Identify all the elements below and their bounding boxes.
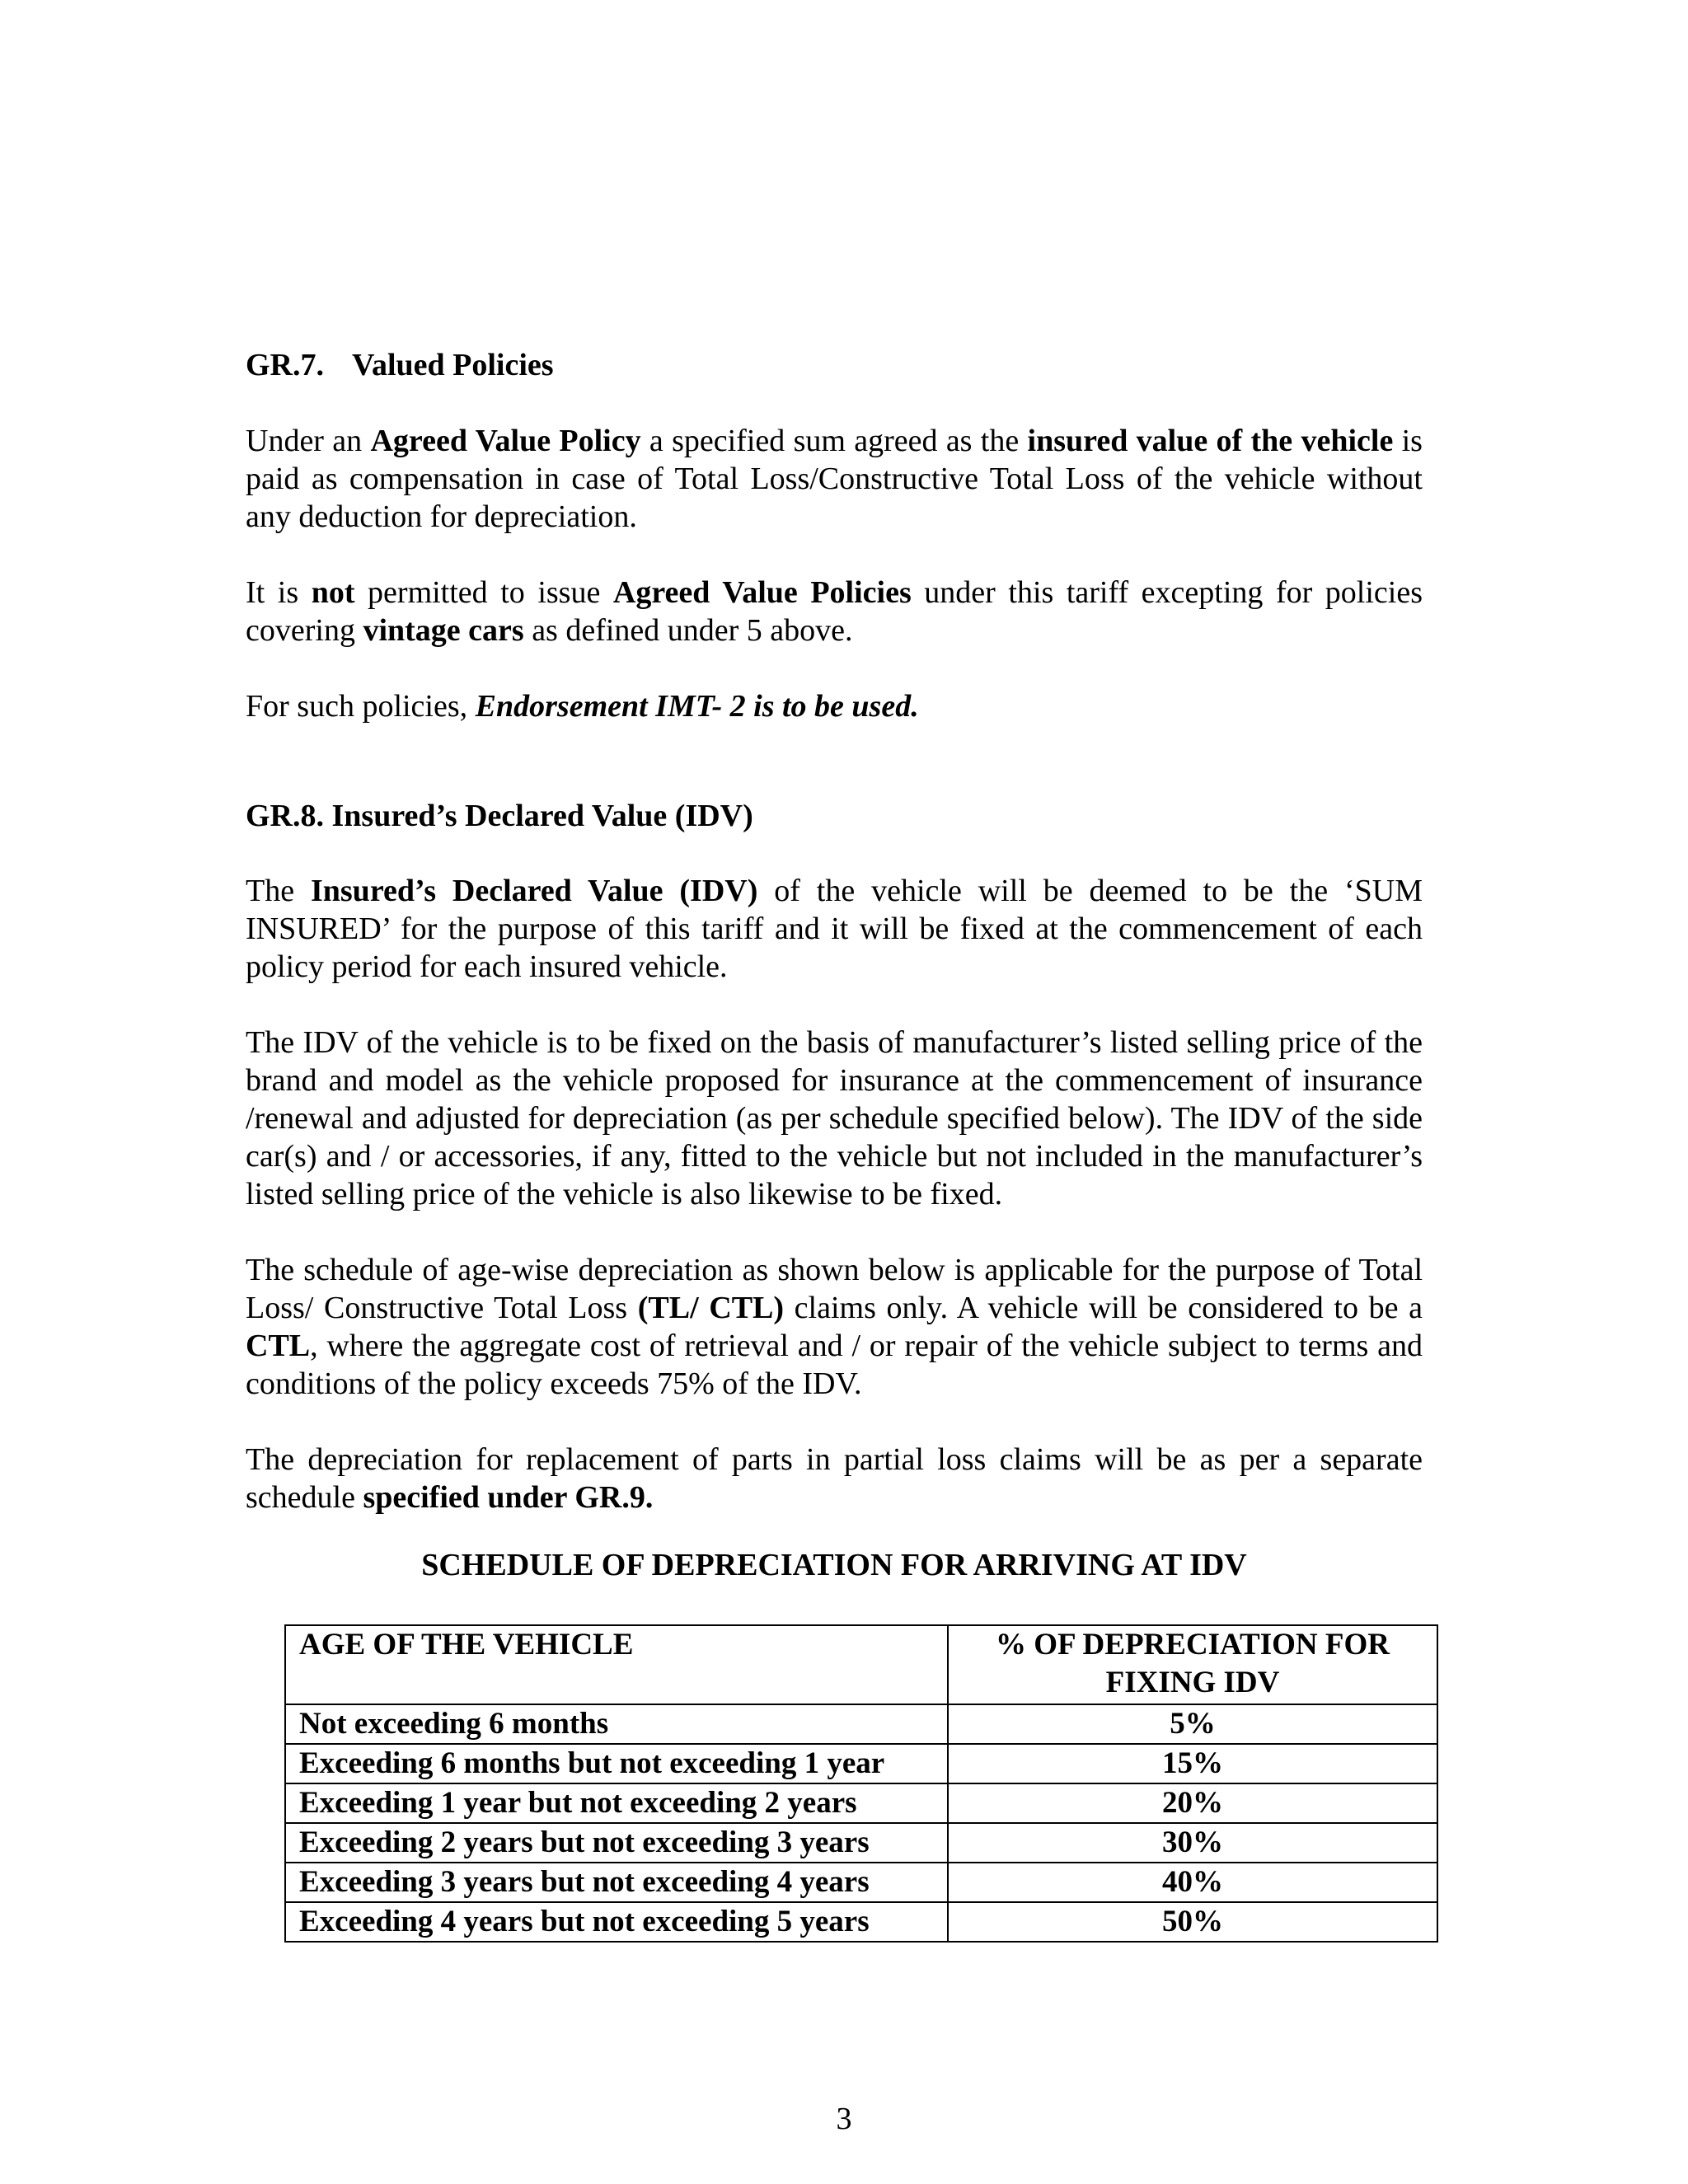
gr8-paragraph-2: The IDV of the vehicle is to be fixed on the basis of manufacturer’s listed selling price of the brand and model as the vehicle proposed for insurance at the commencement of insurance /renewal and adjusted for depreciation (as per schedule specified below). The IDV of the side car(s) and / or accessories, if any, fitted to the vehicle but not included in the manufacturer’s listed selling price of the vehicle is also likewise to be fixed. [246, 1025, 1423, 1212]
text-run: a specified sum agreed as the [640, 424, 1028, 458]
bold-run: Agreed Value Policy [370, 424, 641, 458]
table-row [285, 1744, 1437, 1783]
bold-run: specified under GR.9. [363, 1480, 654, 1515]
age-cell: Exceeding 4 years but not exceeding 5 years [285, 1902, 948, 1942]
percentage-cell: 5% [948, 1704, 1437, 1744]
text-run: The depreciation for replacement of parts in partial loss claims will be as per a separate schedule [246, 1442, 1423, 1515]
percentage-cell: 15% [948, 1744, 1437, 1783]
column-header-age: AGE OF THE VEHICLE [285, 1625, 948, 1704]
text-run: is paid as compensation in case of Total Loss/Constructive Total Loss of the vehicle without any deduction for depreciation. [246, 424, 1423, 534]
bold-run: vintage cars [363, 613, 524, 648]
table-row [285, 1902, 1437, 1942]
depreciation-table [284, 1624, 1438, 1943]
text-run: The schedule of age-wise depreciation as shown below is applicable for the purpose of Total Loss/ Constructive Total Loss [246, 1253, 1423, 1325]
bold-run: (TL/ CTL) [637, 1291, 785, 1325]
bold-run: Insured’s Declared Value (IDV) [310, 874, 758, 908]
gr8-heading: GR.8. Insured’s Declared Value (IDV) [246, 799, 753, 833]
bold-run: insured value of the vehicle [1027, 424, 1394, 458]
column-header-percentage: % OF DEPRECIATION FOR FIXING IDV [948, 1625, 1437, 1704]
table-row [285, 1823, 1437, 1863]
gr8-paragraph-3 [246, 1251, 1423, 1403]
text-run: of the vehicle will be deemed to be the ‘SUM INSURED’ for the purpose of this tariff and it will be fixed at the commencement of each policy period for each insured vehicle. [246, 874, 1423, 984]
text-run: under this tariff excepting for policies covering [246, 575, 1423, 648]
bold-run: CTL [246, 1329, 311, 1363]
percentage-cell: 30% [948, 1823, 1437, 1863]
table-header-row [285, 1625, 1437, 1704]
table-row [285, 1704, 1437, 1744]
text-run: Under an [246, 424, 371, 458]
bold-run: Agreed Value Policies [612, 575, 912, 610]
schedule-title: SCHEDULE OF DEPRECIATION FOR ARRIVING AT IDV [421, 1548, 1247, 1582]
text-run: , where the aggregate cost of retrieval and / or repair of the vehicle subject to terms and conditions of the policy exceeds 75% of the IDV. [246, 1329, 1423, 1401]
text-run: permitted to issue [354, 575, 613, 610]
text-run: as defined under 5 above. [523, 613, 853, 648]
percentage-cell: 50% [948, 1902, 1437, 1942]
text-run: claims only. A vehicle will be considered to be a [784, 1291, 1423, 1325]
age-cell: Exceeding 2 years but not exceeding 3 years [285, 1823, 948, 1863]
text-run: For such policies, [246, 689, 476, 724]
age-cell: Exceeding 3 years but not exceeding 4 years [285, 1863, 948, 1902]
text-run: It is [246, 575, 312, 610]
table-row [285, 1783, 1437, 1823]
text-run: The [246, 874, 311, 908]
gr7-title: Valued Policies [352, 348, 554, 382]
page-number: 3 [836, 2102, 852, 2136]
percentage-cell: 40% [948, 1863, 1437, 1902]
gr7-heading [246, 346, 554, 384]
percentage-cell: 20% [948, 1783, 1437, 1823]
gr7-paragraph-1 [246, 422, 1423, 536]
age-cell: Exceeding 6 months but not exceeding 1 year [285, 1744, 948, 1783]
table-row [285, 1863, 1437, 1902]
bold-italic-run: Endorsement IMT- 2 is to be used. [475, 689, 919, 724]
gr7-paragraph-3 [246, 687, 1423, 725]
age-cell: Not exceeding 6 months [285, 1704, 948, 1744]
bold-run: not [311, 575, 355, 610]
gr7-number: GR.7. [246, 348, 324, 382]
gr8-paragraph-4 [246, 1441, 1423, 1516]
age-cell: Exceeding 1 year but not exceeding 2 years [285, 1783, 948, 1823]
gr8-paragraph-1 [246, 872, 1423, 986]
gr7-paragraph-2 [246, 574, 1423, 649]
